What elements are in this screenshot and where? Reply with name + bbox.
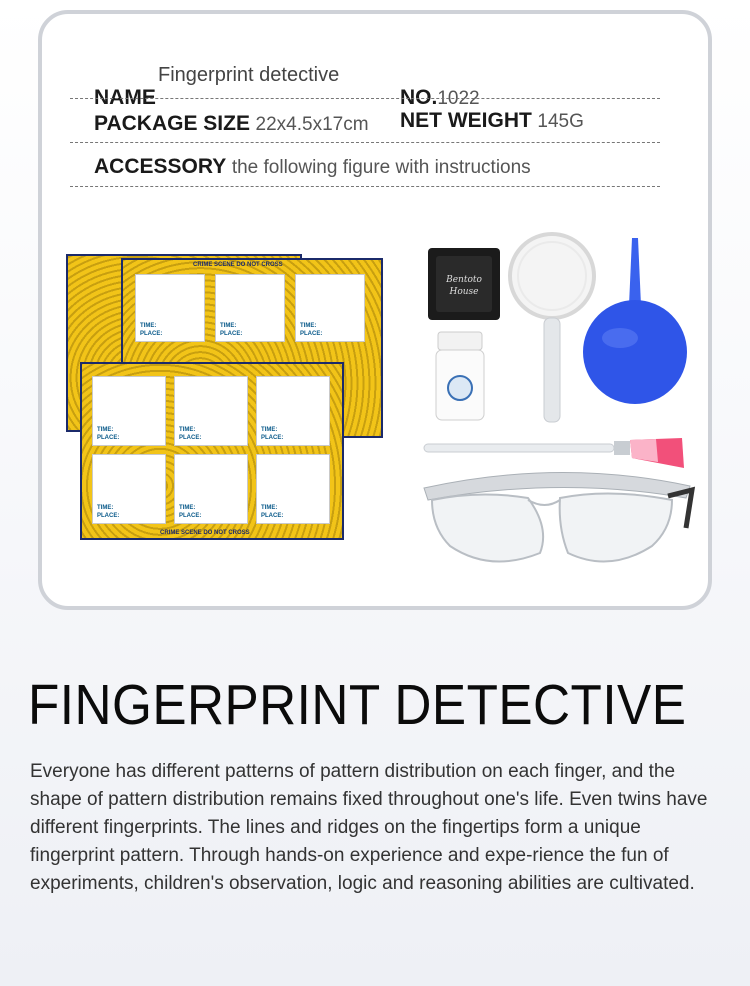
blower-icon bbox=[583, 238, 687, 404]
ink-pad-text-2: House bbox=[449, 287, 479, 297]
crime-scene-sheet-front bbox=[80, 362, 344, 540]
name-label: NAME bbox=[94, 86, 156, 109]
accessory-label: ACCESSORY bbox=[94, 155, 227, 178]
print-cell: TIME: PLACE: bbox=[256, 454, 330, 524]
accessory-value: the following figure with instructions bbox=[231, 157, 531, 178]
powder-bottle-icon bbox=[436, 332, 484, 420]
no-label: NO. bbox=[400, 86, 438, 109]
net-weight-label: NET WEIGHT bbox=[400, 109, 532, 132]
print-cell: TIME: PLACE: bbox=[215, 274, 285, 342]
print-cell: TIME: PLACE: bbox=[92, 376, 166, 446]
divider bbox=[70, 186, 660, 187]
description-paragraph: Everyone has different patterns of pattern distribution on each finger, and the shape of pattern distribution remains fixed throughout one's life. Even twins have different fingerprints. The lines and ridges on the fingertips form a unique fingerprint pattern. Through hands-on experience and expe-rience the fun of experiments, children's observation, logic and reasoning abilities are cultivated. bbox=[30, 761, 708, 894]
no-value: 1022 bbox=[437, 88, 480, 109]
print-cell: TIME: PLACE: bbox=[256, 376, 330, 446]
page-title: FINGERPRINT DETECTIVE bbox=[28, 673, 687, 737]
print-cell: TIME: PLACE: bbox=[174, 376, 248, 446]
magnifier-icon bbox=[510, 234, 594, 422]
safety-goggles-icon bbox=[424, 472, 692, 561]
net-weight-value: 145G bbox=[537, 111, 584, 132]
net-weight-field bbox=[400, 109, 584, 133]
accessory-field bbox=[94, 155, 531, 179]
ink-pad-icon bbox=[428, 248, 500, 320]
package-size-value: 22x4.5x17cm bbox=[255, 114, 369, 135]
print-cell: TIME: PLACE: bbox=[295, 274, 365, 342]
product-name-value: Fingerprint detective bbox=[158, 64, 340, 86]
print-cell: TIME: PLACE: bbox=[135, 274, 205, 342]
divider bbox=[70, 98, 660, 99]
brush-icon bbox=[424, 438, 684, 468]
accessories-figure bbox=[410, 228, 700, 578]
ink-pad-text-1: Bentoto bbox=[446, 275, 482, 285]
print-cell: TIME: PLACE: bbox=[174, 454, 248, 524]
package-size-field bbox=[94, 112, 369, 136]
print-cell: TIME: PLACE: bbox=[92, 454, 166, 524]
package-size-label: PACKAGE SIZE bbox=[94, 112, 250, 135]
sheet-footer: CRIME SCENE DO NOT CROSS bbox=[160, 530, 250, 536]
divider bbox=[70, 142, 660, 143]
sheet-header: CRIME SCENE DO NOT CROSS bbox=[193, 262, 283, 268]
